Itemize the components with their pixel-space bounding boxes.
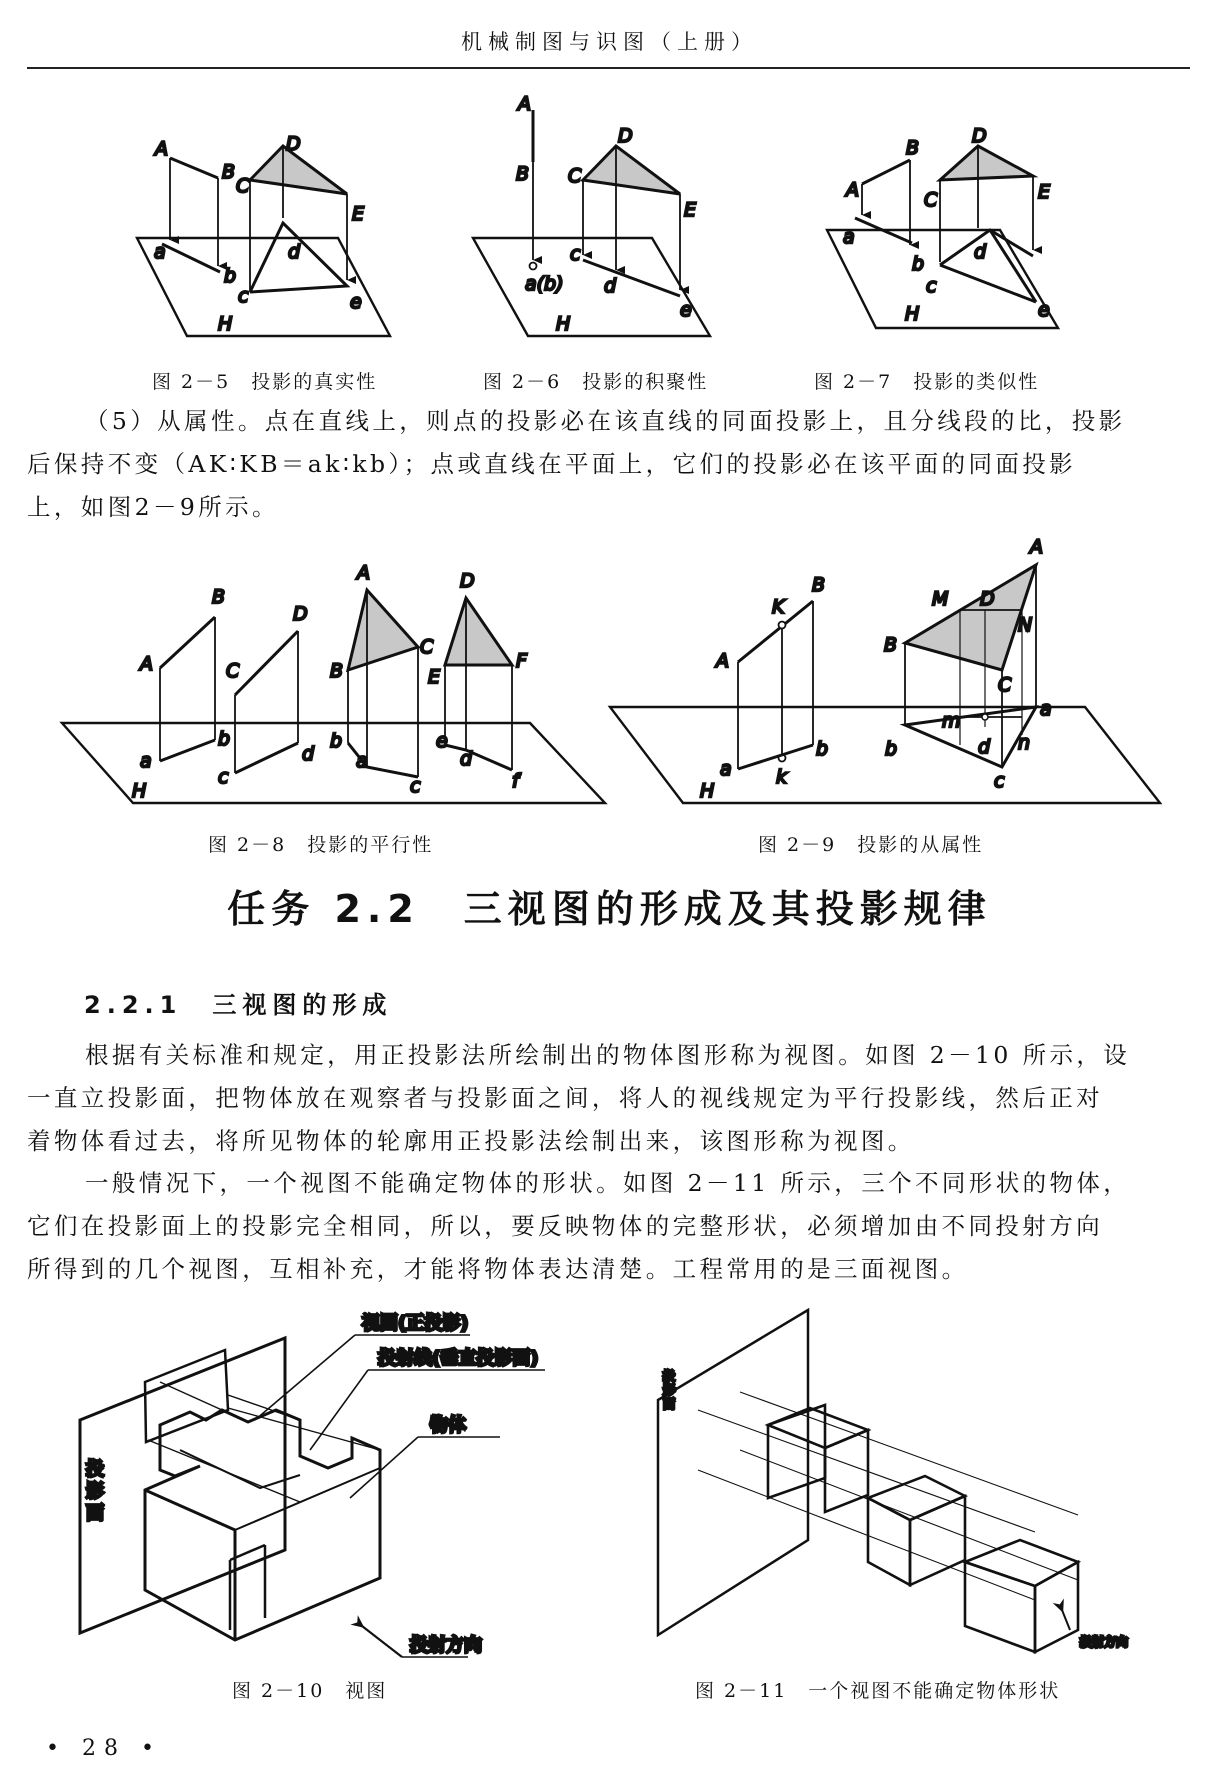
svg-text:面: 面 xyxy=(86,1503,104,1524)
label: a xyxy=(720,758,732,780)
label: B xyxy=(212,586,226,608)
label: a xyxy=(843,226,855,248)
label: C xyxy=(226,660,240,682)
label: B xyxy=(906,137,920,159)
label: B xyxy=(812,574,826,596)
label: D xyxy=(460,570,475,592)
label-rays: 投射线(垂直投影面) xyxy=(378,1348,539,1369)
figure-2-6 xyxy=(473,93,710,336)
label-plane xyxy=(86,1458,104,1524)
label-object: 物体 xyxy=(430,1415,466,1436)
label: A xyxy=(357,562,370,584)
svg-text:投: 投 xyxy=(86,1459,104,1480)
running-header: 机械制图与识图（上册） xyxy=(461,30,758,54)
label: e xyxy=(1038,299,1050,321)
label: F xyxy=(516,650,527,672)
label: d xyxy=(288,241,301,263)
label: d xyxy=(604,275,617,297)
label: A xyxy=(846,179,859,201)
label: c xyxy=(570,243,581,265)
label: d xyxy=(974,241,987,263)
label: K xyxy=(772,596,785,618)
figure-2-11-caption: 图 2－11 一个视图不能确定物体形状 xyxy=(695,1680,1061,1702)
figure-2-10-and-2-11 xyxy=(0,1300,1219,1670)
label: A xyxy=(1030,536,1043,558)
label: d xyxy=(302,743,315,765)
label: b xyxy=(218,728,231,750)
label: E xyxy=(428,666,441,688)
label: b xyxy=(816,738,829,760)
label: D xyxy=(980,588,995,610)
label: a xyxy=(140,750,152,772)
text-line: 着物体看过去，将所见物体的轮廓用正投影法绘制出来，该图形称为视图。 xyxy=(27,1127,915,1155)
label-direction: 投射方向 xyxy=(1080,1635,1129,1649)
label: E xyxy=(352,203,365,225)
subsection-title: 2.2.1 三视图的形成 xyxy=(84,991,393,1019)
label: B xyxy=(222,161,236,183)
svg-text:面: 面 xyxy=(663,1397,676,1411)
label: b xyxy=(885,738,898,760)
label: D xyxy=(286,133,301,155)
label: A xyxy=(140,653,153,675)
label: m xyxy=(942,710,961,732)
label: C xyxy=(420,636,434,658)
label: k xyxy=(776,766,788,788)
label: a xyxy=(1040,698,1052,720)
text-line: 所得到的几个视图，互相补充，才能将物体表达清楚。工程常用的是三面视图。 xyxy=(27,1255,969,1283)
label-plane xyxy=(663,1368,675,1411)
label: b xyxy=(912,253,925,275)
label: D xyxy=(293,603,308,625)
figure-2-10 xyxy=(80,1312,545,1657)
label: C xyxy=(236,175,250,197)
label: b xyxy=(224,265,237,287)
label: C xyxy=(924,189,938,211)
label: a xyxy=(356,750,368,772)
svg-text:影: 影 xyxy=(86,1481,104,1502)
figure-2-5-caption: 图 2－5 投影的真实性 xyxy=(152,371,378,393)
label: H xyxy=(132,780,147,802)
page-number: • 28 • xyxy=(46,1736,162,1761)
label: D xyxy=(618,125,633,147)
figure-2-10-caption: 图 2－10 视图 xyxy=(232,1680,388,1702)
label: e xyxy=(680,299,692,321)
section-title: 任务 2.2 三视图的形成及其投影规律 xyxy=(227,887,992,931)
paragraph-subordination xyxy=(27,400,1190,529)
label-view: 视图(正投影) xyxy=(362,1313,469,1334)
label: d xyxy=(978,736,991,758)
label: B xyxy=(330,660,344,682)
figure-2-9-caption: 图 2－9 投影的从属性 xyxy=(758,834,984,856)
label: N xyxy=(1018,614,1033,636)
label: c xyxy=(218,766,229,788)
text-line: 根据有关标准和规定，用正投影法所绘制出的物体图形称为视图。如图 2－10 所示，设 xyxy=(85,1041,1131,1069)
label: f xyxy=(512,770,519,792)
figure-2-11 xyxy=(658,1310,1128,1652)
label: A xyxy=(155,138,168,160)
figure-2-6-caption: 图 2－6 投影的积聚性 xyxy=(483,371,709,393)
figure-2-5 xyxy=(137,133,390,336)
figure-2-7-caption: 图 2－7 投影的类似性 xyxy=(814,371,1040,393)
label: H xyxy=(905,303,920,325)
paragraph-view-definition xyxy=(27,1034,1190,1163)
label: D xyxy=(972,125,987,147)
figure-2-8-and-2-9 xyxy=(0,535,1219,820)
label: H xyxy=(556,313,571,335)
label: a xyxy=(154,241,166,263)
label: M xyxy=(932,588,949,610)
figure-2-7 xyxy=(827,125,1058,328)
label: H xyxy=(700,780,715,802)
label: B xyxy=(884,634,898,656)
text-line: 一直立投影面，把物体放在观察者与投影面之间，将人的视线规定为平行投影线，然后正对 xyxy=(27,1084,1103,1112)
label: b xyxy=(330,730,343,752)
label: d xyxy=(460,748,473,770)
label: B xyxy=(516,163,530,185)
label: c xyxy=(926,275,937,297)
label: c xyxy=(994,770,1005,792)
label-direction: 投射方向 xyxy=(410,1635,482,1656)
figure-2-5-to-2-7 xyxy=(0,80,1219,350)
paragraph-single-view xyxy=(27,1162,1190,1291)
text-line: 它们在投影面上的投影完全相同，所以，要反映物体的完整形状，必须增加由不同投射方向 xyxy=(27,1212,1103,1240)
label: c xyxy=(410,775,421,797)
label: e xyxy=(436,730,448,752)
label: c xyxy=(238,285,249,307)
text-line: （5）从属性。点在直线上，则点的投影必在该直线的同面投影上，且分线段的比，投影 xyxy=(85,407,1126,435)
label: C xyxy=(998,674,1012,696)
figure-2-8-caption: 图 2－8 投影的平行性 xyxy=(208,834,434,856)
text-line: 上，如图2－9所示。 xyxy=(27,493,279,521)
label: e xyxy=(350,291,362,313)
text-line: 一般情况下，一个视图不能确定物体的形状。如图 2－11 所示，三个不同形状的物体， xyxy=(85,1169,1131,1197)
svg-text:投: 投 xyxy=(663,1369,676,1383)
label: a(b) xyxy=(525,273,564,295)
label: H xyxy=(218,313,233,335)
label: A xyxy=(518,93,531,115)
label: E xyxy=(684,199,697,221)
header-rule xyxy=(27,67,1190,69)
figure-2-9 xyxy=(610,536,1160,803)
text-line: 后保持不变（AK∶KB＝ak∶kb）；点或直线在平面上，它们的投影必在该平面的同面投影 xyxy=(27,450,1077,478)
svg-text:影: 影 xyxy=(663,1383,676,1397)
label: A xyxy=(716,650,729,672)
label: n xyxy=(1018,732,1031,754)
label: C xyxy=(568,165,582,187)
figure-2-8 xyxy=(62,562,605,803)
label: E xyxy=(1038,181,1051,203)
